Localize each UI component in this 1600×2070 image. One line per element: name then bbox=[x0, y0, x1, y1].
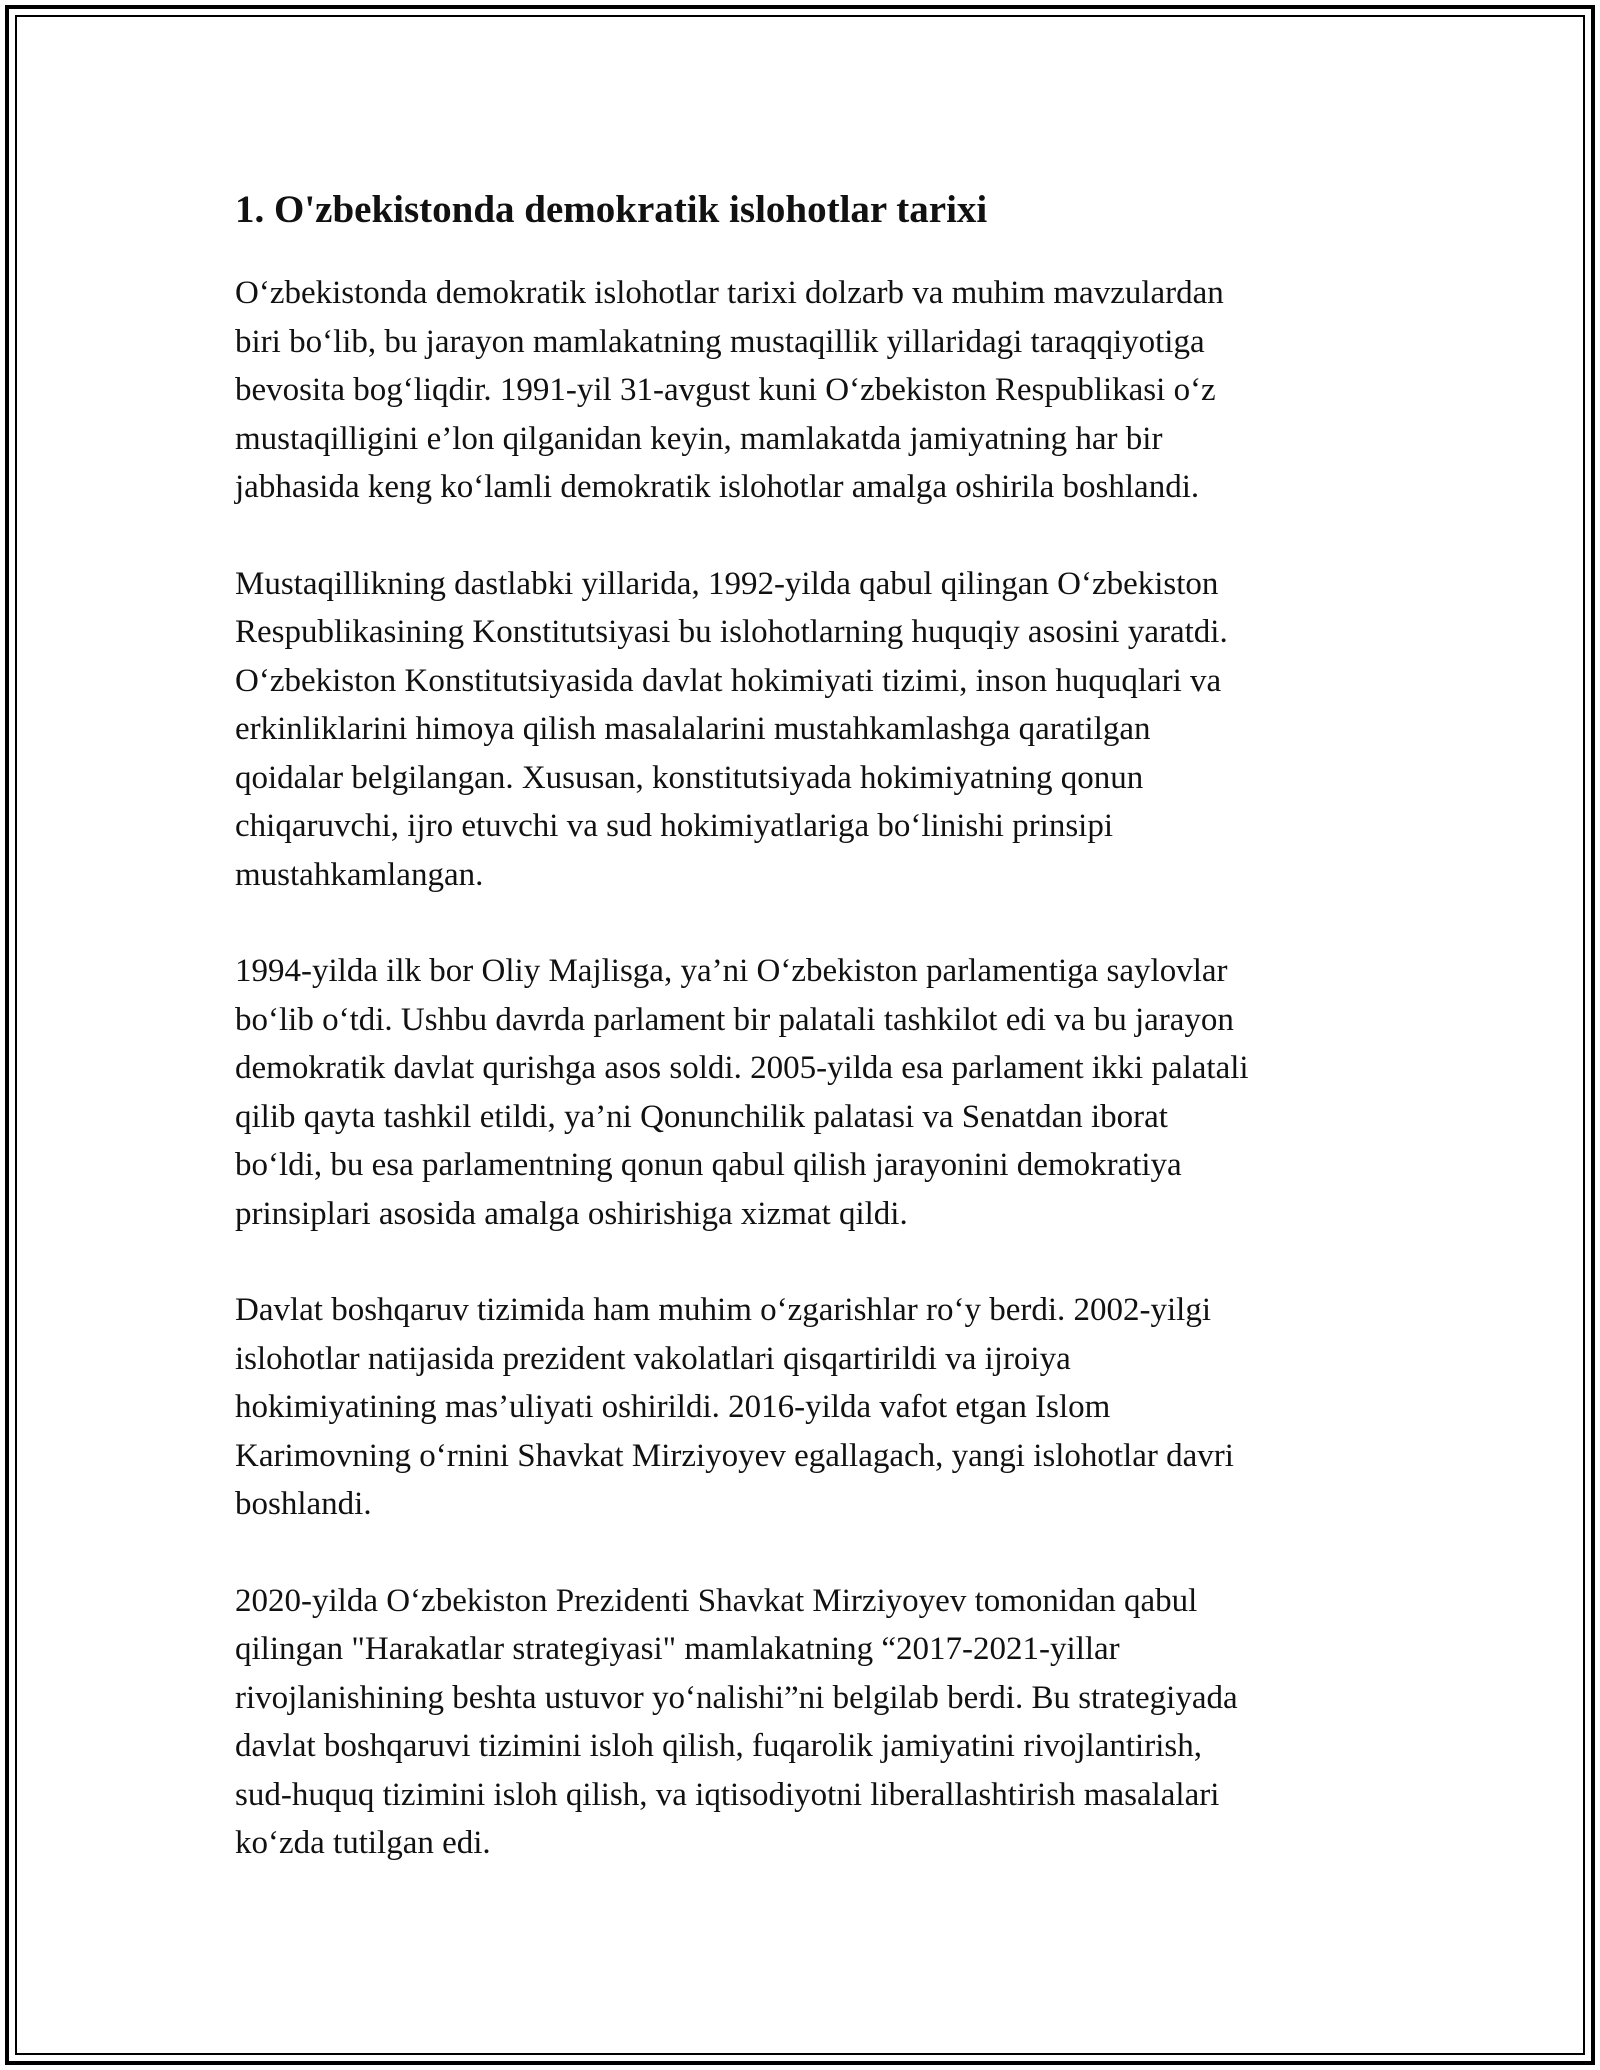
paragraph-independence: O‘zbekistonda demokratik islohotlar tarixi dolzarb va muhim mavzulardan biri bo‘lib, bu jarayon mamlakatning mustaqillik yillaridagi taraqqiyotiga bevosita bog‘liqdir. 1991-yil 31-avgust kuni O‘zbekiston Respublikasi o‘z mustaqilligini e’lon qilganidan keyin, mamlakatda jamiyatning har bir jabhasida keng ko‘lamli demokratik islohotlar amalga oshirila boshlandi. bbox=[235, 275, 1224, 505]
paragraph-governance: Davlat boshqaruv tizimida ham muhim o‘zgarishlar ro‘y berdi. 2002-yilgi islohotlar natijasida prezident vakolatlari qisqartirildi va ijroiya hokimiyatining mas’uliyati oshirildi. 2016-yilda vafot etgan Islom Karimovning o‘rnini Shavkat Mirziyoyev egallagach, yangi islohotlar davri boshlandi. bbox=[235, 1292, 1234, 1522]
page-title: 1. O'zbekistonda demokratik islohotlar tarixi bbox=[235, 188, 988, 231]
paragraph-constitution: Mustaqillikning dastlabki yillarida, 1992-yilda qabul qilingan O‘zbekiston Respublikasining Konstitutsiyasi bu islohotlarning huquqiy asosini yaratdi. O‘zbekiston Konstitutsiyasida davlat hokimiyati tizimi, inson huquqlari va erkinliklarini himoya qilish masalalarini mustahkamlashga qaratilgan qoidalar belgilangan. Xususan, konstitutsiyada hokimiyatning qonun chiqaruvchi, ijro etuvchi va sud hokimiyatlariga bo‘linishi prinsipi mustahkamlangan. bbox=[235, 565, 1228, 893]
paragraph-parliament: 1994-yilda ilk bor Oliy Majlisga, ya’ni O‘zbekiston parlamentiga saylovlar bo‘lib o‘tdi. Ushbu davrda parlament bir palatali tashkilot edi va bu jarayon demokratik davlat qurishga asos soldi. 2005-yilda esa parlament ikki palatali qilib qayta tashkil etildi, ya’ni Qonunchilik palatasi va Senatdan iborat bo‘ldi, bu esa parlamentning qonun qabul qilish jarayonini demokratiya prinsiplari asosida amalga oshirishiga xizmat qildi. bbox=[235, 953, 1249, 1232]
document-body bbox=[235, 185, 1375, 1916]
paragraph-strategy: 2020-yilda O‘zbekiston Prezidenti Shavkat Mirziyoyev tomonidan qabul qilingan "Harakatlar strategiyasi" mamlakatning “2017-2021-yillar rivojlanishining beshta ustuvor yo‘nalishi”ni belgilab berdi. Bu strategiyada davlat boshqaruvi tizimini isloh qilish, fuqarolik jamiyatini rivojlantirish, sud-huquq tizimini isloh qilish, va iqtisodiyotni liberallashtirish masalalari ko‘zda tutilgan edi. bbox=[235, 1582, 1238, 1861]
